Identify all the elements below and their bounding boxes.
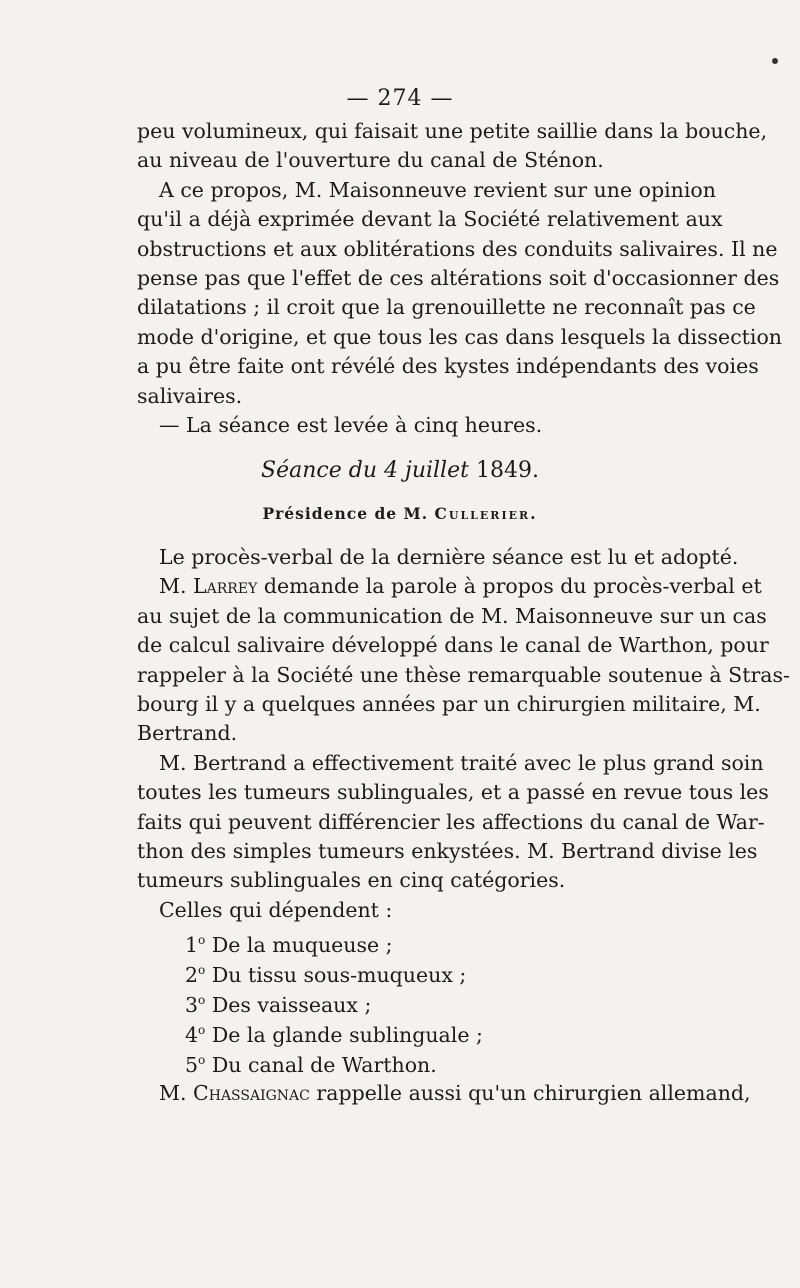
text-line: bourg il y a quelques années par un chirurgien militaire, M. [137, 691, 761, 716]
larrey-prefix: M. [159, 574, 187, 599]
session-year: 1849. [475, 458, 539, 483]
text-line: A ce propos, M. Maisonneuve revient sur une opinion [159, 177, 716, 202]
list-item: 2$^o$ Du tissu sous-muqueux ; [185, 962, 467, 987]
text-line: Bertrand. [137, 721, 238, 746]
text-line: salivaires. [137, 383, 243, 408]
chassaignac-name: Chassaignac [193, 1081, 310, 1105]
text-line: pense pas que l'effet de ces altérations soit d'occasionner des [137, 265, 780, 290]
chassaignac-rest: rappelle aussi qu'un chirurgien allemand, [316, 1081, 751, 1105]
text-line: thon des simples tumeurs enkystées. M. Bertrand divise les [137, 838, 758, 863]
session-heading [0, 458, 800, 483]
text-block-last [137, 1079, 751, 1108]
text-line: Le procès-verbal de la dernière séance est lu et adopté. [159, 545, 739, 569]
item-text: De la glande sublinguale ; [211, 1022, 483, 1047]
item-text: Du canal de Warthon. [211, 1052, 437, 1077]
chassaignac-prefix: M. [159, 1081, 187, 1105]
item-text: Des vaisseaux ; [211, 992, 372, 1017]
item-text: Du tissu sous-muqueux ; [211, 962, 467, 987]
text-line: au sujet de la communication de M. Maisonneuve sur un cas [137, 603, 767, 628]
text-line: qu'il a déjà exprimée devant la Société relativement aux [137, 207, 723, 232]
larrey-name: Larrey [193, 574, 258, 599]
text-block-top [137, 117, 783, 440]
text-line: tumeurs sublinguales en cinq catégories. [137, 868, 566, 893]
item-number: 5 [185, 1052, 199, 1077]
text-line [137, 1079, 751, 1108]
list-item: 4$^o$ De la glande sublinguale ; [185, 1022, 483, 1047]
text-line: M. Bertrand a effectivement traité avec le plus grand soin [159, 750, 764, 775]
text-block-bottom [137, 543, 790, 925]
text-line: de calcul salivaire développé dans le canal de Warthon, pour [137, 633, 769, 658]
item-number: 4 [185, 1022, 199, 1047]
item-number: 3 [185, 992, 199, 1017]
item-text: De la muqueuse ; [211, 932, 393, 957]
paper-speck [772, 58, 778, 64]
page-number: — 274 — [346, 86, 454, 111]
text-line: dilatations ; il croit que la grenouillette ne reconnaît pas ce [137, 295, 756, 320]
list-item: 3$^o$ Des vaisseaux ; [185, 992, 372, 1017]
categories-list [137, 925, 685, 1075]
text-line: au niveau de l'ouverture du canal de Sténon. [137, 148, 604, 173]
session-title: Séance du 4 juillet [261, 458, 469, 483]
presidence-line [0, 504, 800, 523]
presidence-prefix: Présidence de M. [262, 504, 429, 523]
text-line [137, 572, 762, 601]
item-number: 2 [185, 962, 199, 987]
text-line: a pu être faite ont révélé des kystes indépendants des voies [137, 354, 759, 379]
text-line: mode d'origine, et que tous les cas dans lesquels la dissection [137, 324, 783, 349]
text-line: peu volumineux, qui faisait une petite saillie dans la bouche, [137, 119, 768, 143]
item-number: 1 [185, 932, 199, 957]
text-line: obstructions et aux oblitérations des conduits salivaires. Il ne [137, 236, 778, 261]
larrey-rest: demande la parole à propos du procès-verbal et [263, 574, 762, 599]
text-line: toutes les tumeurs sublinguales, et a passé en revue tous les [137, 780, 769, 805]
president-name: Cullerier. [434, 504, 538, 523]
closing-line: — La séance est levée à cinq heures. [159, 412, 543, 437]
text-line: rappeler à la Société une thèse remarquable soutenue à Stras- [137, 662, 790, 687]
list-item: 1$^o$ De la muqueuse ; [185, 932, 393, 957]
text-line: Celles qui dépendent : [159, 897, 393, 922]
list-item: 5$^o$ Du canal de Warthon. [185, 1052, 437, 1077]
text-line: faits qui peuvent différencier les affections du canal de War- [137, 809, 765, 834]
